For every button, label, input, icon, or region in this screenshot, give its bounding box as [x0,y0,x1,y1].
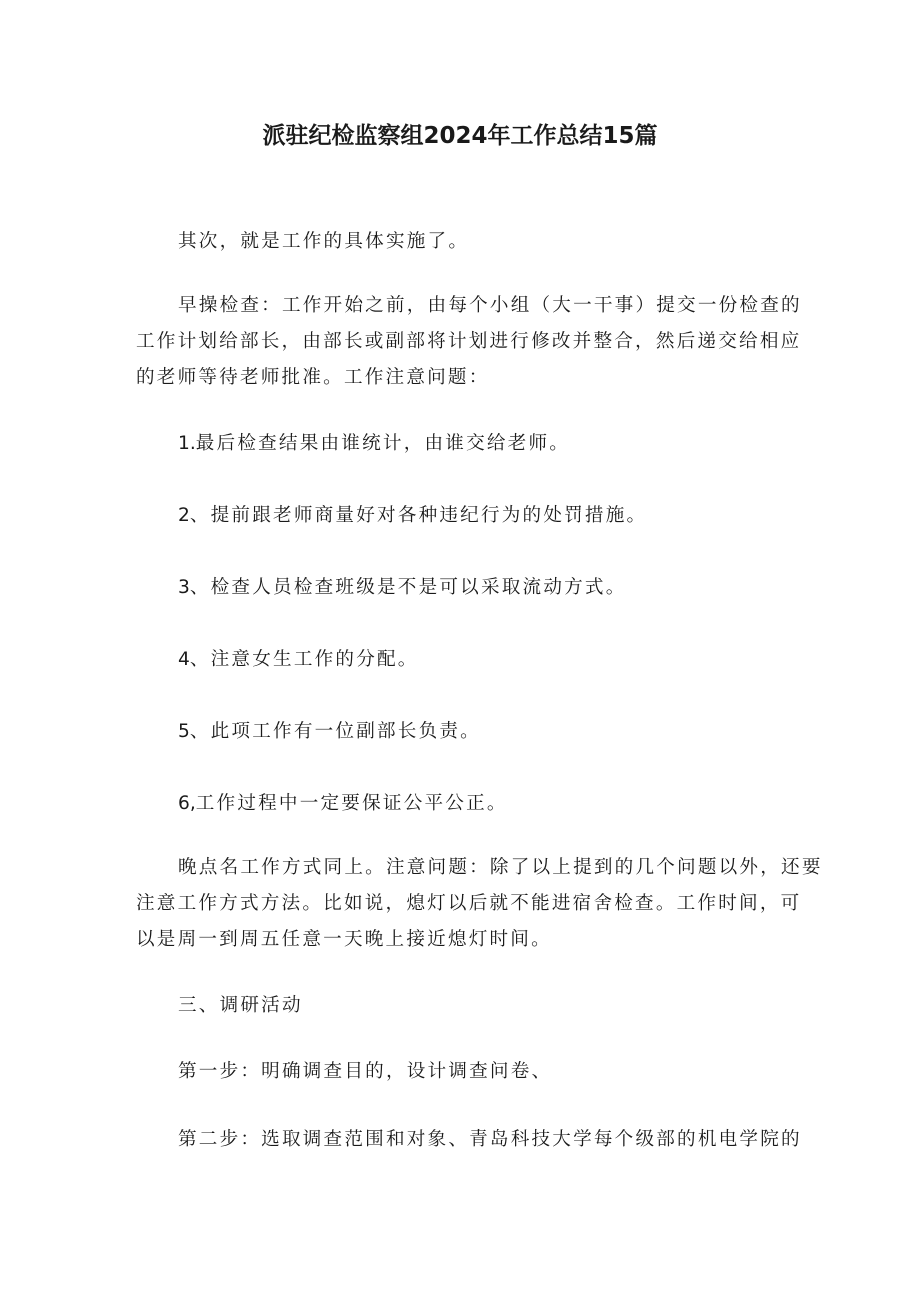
list-item-6 [136,786,786,822]
list-item-text: 、此项工作有一位副部长负责。 [189,721,481,742]
paragraph-line: 三、调研活动 [178,995,303,1016]
list-item-number: 2 [178,505,190,526]
paragraph-line: 注意工作方式方法。比如说，熄灯以后就不能进宿舍检查。工作时间，可 [136,893,802,914]
paragraph-line: 的老师等待老师批准。工作注意问题： [136,367,490,388]
paragraph-line: 其次，就是工作的具体实施了。 [178,231,470,252]
list-item-number: 4 [178,649,190,670]
list-item-4 [136,642,786,678]
list-item-number: 1. [178,433,196,454]
paragraph-evening-rollcall [136,850,823,958]
paragraph-line: 第二步：选取调查范围和对象、青岛科技大学每个级部的机电学院的 [178,1129,802,1150]
list-item-text: 、提前跟老师商量好对各种违纪行为的处罚措施。 [189,505,648,526]
paragraph-line: 晚点名工作方式同上。注意问题：除了以上提到的几个问题以外，还要 [178,857,823,878]
list-item-number: 3 [178,577,190,598]
list-item-text: 、检查人员检查班级是不是可以采取流动方式。 [189,577,627,598]
paragraph-line: 以是周一到周五任意一天晚上接近熄灯时间。 [136,929,552,950]
list-item-5 [136,714,786,750]
paragraph-line: 第一步：明确调查目的，设计调查问卷、 [178,1061,553,1082]
list-item-number: 6, [178,793,196,814]
list-item-2 [136,498,786,534]
paragraph-step-one [136,1054,786,1090]
paragraph-morning-check [136,288,802,396]
paragraph-line: 早操检查：工作开始之前，由每个小组（大一干事）提交一份检查的 [178,295,802,316]
list-item-number: 5 [178,721,190,742]
list-item-text: 、注意女生工作的分配。 [189,649,419,670]
paragraph-step-two [136,1122,802,1158]
list-item-text: 最后检查结果由谁统计，由谁交给老师。 [195,433,571,454]
document-title: 派驻纪检监察组2024年工作总结15篇 [262,123,658,149]
paragraph-intro [136,224,786,260]
list-item-text: 工作过程中一定要保证公平公正。 [195,793,508,814]
list-item-3 [136,570,786,606]
section-heading-research [136,988,786,1024]
paragraph-line: 工作计划给部长，由部长或副部将计划进行修改并整合，然后递交给相应 [136,331,802,352]
list-item-1 [136,426,786,462]
